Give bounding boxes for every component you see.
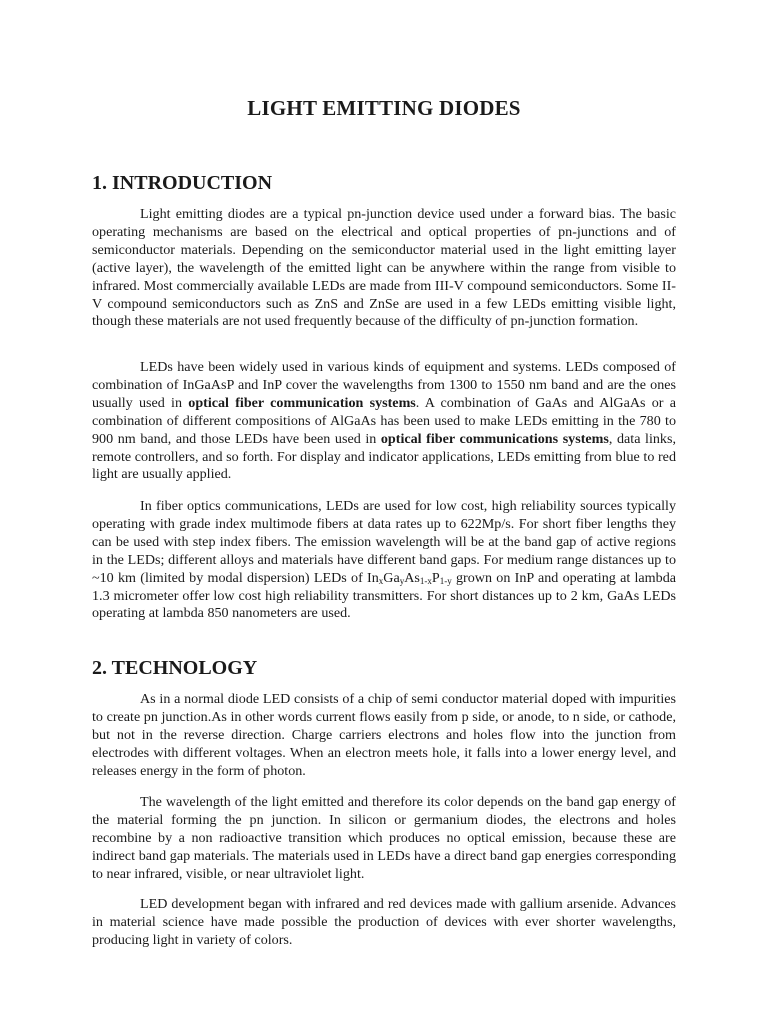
paragraph xyxy=(92,206,676,331)
text-run: Light emitting diodes are a typical pn-junction device used under a forward bias. The basic operating mechanisms are based on the electrical and optical properties of pn-junctions and of semiconductor materials. Depending on the semiconductor material used in the light emitting layer (active layer), the wavelength of the emitted light can be anywhere within the range from visible to infrared. Most commercially available LEDs are made from III-V compound semiconductors. Some II-V compound semiconductors such as ZnS and ZnSe are used in a few LEDs emitting visible light, though these materials are not used frequently because of the difficulty of pn-junction formation. xyxy=(92,206,676,330)
paragraph xyxy=(92,498,676,623)
subscript: 1-x xyxy=(419,575,432,586)
subscript: y xyxy=(399,575,405,586)
text-run: Ga xyxy=(383,569,400,586)
bold-term: optical fiber communications systems xyxy=(380,430,609,447)
text-run: , data links, remote controllers, and so forth. For display and indicator applications, LEDs emitting from blue to red light are usually applied. xyxy=(92,430,676,483)
text-run: grown on InP and operating at lambda 1.3 micrometer offer low cost high reliability transmitters. For short distances up to 2 km, GaAs LEDs operating at lambda 850 nanometers are used. xyxy=(92,569,676,622)
text-run: LED development began with infrared and red devices made with gallium arsenide. Advances in material science have made possible the production of devices with ever shorter wavelengths, producing light in variety of colors. xyxy=(92,896,676,948)
text-run: . A combination of GaAs and AlGaAs or a combination of different compositions of AlGaAs has been used to make LEDs emitting in the 780 to 900 nm band, and those LEDs have been used in xyxy=(92,394,676,447)
paragraph xyxy=(92,691,676,781)
text-run: P xyxy=(431,569,440,586)
document-title: LIGHT EMITTING DIODES xyxy=(247,96,521,120)
text-run: As xyxy=(404,569,420,586)
paragraph xyxy=(92,359,676,484)
subscript: 1-y xyxy=(439,575,452,586)
section-heading-technology: 2. TECHNOLOGY xyxy=(92,657,258,679)
text-run: As in a normal diode LED consists of a chip of semi conductor material doped with impurities to create pn junction.As in other words current flows easily from p side, or anode, to n side, or cathode, but not in the reverse direction. Charge carriers electrons and holes flow into the junction from electrodes with different voltages. When an electron meets hole, it falls into a lower energy level, and releases energy in the form of photon. xyxy=(92,691,676,779)
text-run: LEDs have been widely used in various kinds of equipment and systems. LEDs composed of combination of InGaAsP and InP cover the wavelengths from 1300 to 1550 nm band and are the ones usually used in xyxy=(92,359,676,411)
section-heading-introduction: 1. INTRODUCTION xyxy=(92,172,273,194)
bold-term: optical fiber communication systems xyxy=(188,394,416,411)
paragraph xyxy=(92,794,676,884)
paragraph xyxy=(92,896,676,950)
text-run: In fiber optics communications, LEDs are used for low cost, high reliability sources typically operating with grade index multimode fibers at data rates up to 622Mp/s. For short fiber lengths they can be used with step index fibers. The emission wavelength will be at the band gap of active regions in the LEDs; different alloys and materials have different band gaps. For medium range distances up to ~10 km (limited by modal dispersion) LEDs of In xyxy=(92,498,676,586)
text-run: The wavelength of the light emitted and therefore its color depends on the band gap energy of the material forming the pn junction. In silicon or germanium diodes, the electrons and holes recombine by a non radioactive transition which produces no optical emission, because these are indirect band gap materials. The materials used in LEDs have a direct band gap energies corresponding to near infrared, visible, or near ultraviolet light. xyxy=(92,794,676,882)
subscript: x xyxy=(378,575,384,586)
